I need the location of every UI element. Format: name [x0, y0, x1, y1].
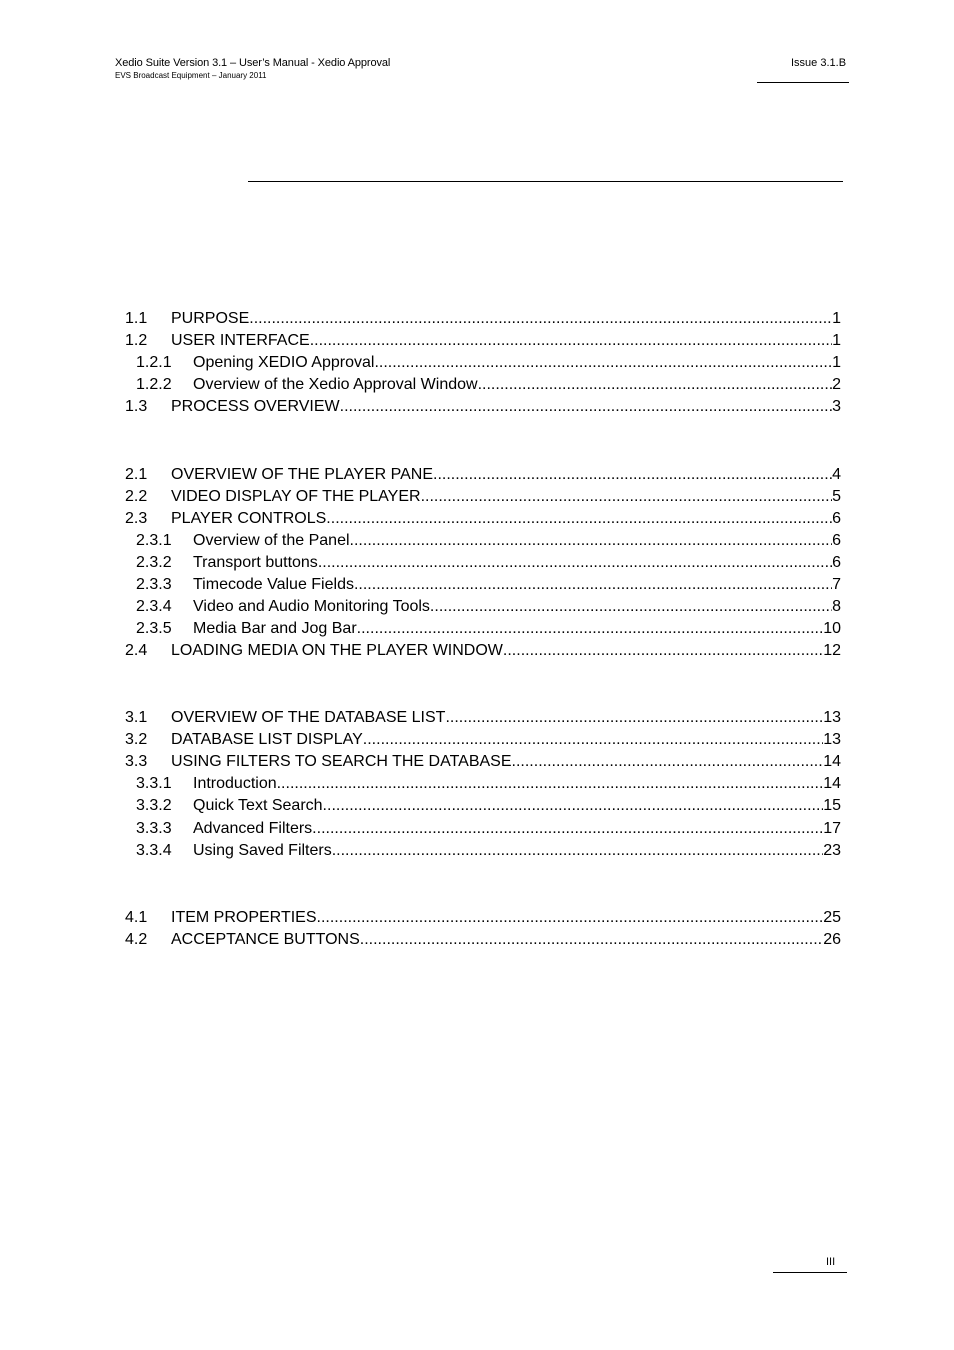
toc-entry-title: Transport buttons [193, 554, 318, 571]
toc-leader-dots [421, 486, 833, 508]
toc-entry-number: 3.1 [125, 709, 148, 726]
toc-entry-number: 2.3.3 [136, 576, 172, 593]
toc-leader-dots [478, 374, 833, 396]
toc-entry-number: 3.3.1 [136, 775, 172, 792]
toc-entry[interactable] [125, 330, 841, 352]
toc-entry[interactable] [125, 618, 841, 640]
toc-entry-page: 3 [832, 398, 841, 415]
toc-entry[interactable] [125, 795, 841, 817]
toc-entry-page: 13 [823, 709, 841, 726]
toc-entry[interactable] [125, 552, 841, 574]
toc-entry-title: USER INTERFACE [171, 332, 310, 349]
toc-entry-title: PROCESS OVERVIEW [171, 398, 340, 415]
toc-entry-number: 2.3 [125, 510, 148, 527]
toc-entry-number: 4.2 [125, 931, 148, 948]
toc-entry-title: Quick Text Search [193, 797, 323, 814]
toc-entry-page: 12 [823, 642, 841, 659]
toc-entry[interactable] [125, 929, 841, 951]
toc-leader-dots [357, 618, 824, 640]
toc-leader-dots [430, 596, 832, 618]
toc-entry[interactable] [125, 530, 841, 552]
toc-entry-title: VIDEO DISPLAY OF THE PLAYER [171, 488, 421, 505]
toc-entry-number: 2.2 [125, 488, 148, 505]
page-number: III [826, 1256, 836, 1268]
toc-entry-number: 3.3.2 [136, 797, 172, 814]
toc-leader-dots [332, 840, 823, 862]
toc-entry-number: 1.1 [125, 310, 148, 327]
toc-entry-number: 2.1 [125, 466, 148, 483]
toc-entry-number: 2.3.2 [136, 554, 172, 571]
toc-leader-dots [512, 751, 824, 773]
toc-entry-page: 15 [823, 797, 841, 814]
toc-leader-dots [277, 773, 824, 795]
toc-entry-page: 17 [823, 820, 841, 837]
toc-entry-number: 4.1 [125, 909, 148, 926]
toc-leader-dots [312, 818, 823, 840]
manual-subtitle: EVS Broadcast Equipment – January 2011 [115, 71, 267, 80]
toc-entry[interactable] [125, 818, 841, 840]
toc-entry-title: PURPOSE [171, 310, 250, 327]
toc-leader-dots [340, 396, 832, 418]
toc-entry-page: 23 [823, 842, 841, 859]
toc-entry-number: 2.3.1 [136, 532, 172, 549]
toc-entry-number: 2.3.4 [136, 598, 172, 615]
toc-entry-page: 1 [832, 332, 841, 349]
toc-entry[interactable] [125, 352, 841, 374]
toc-leader-dots [318, 552, 832, 574]
toc-entry-page: 6 [832, 532, 841, 549]
toc-entry-title: USING FILTERS TO SEARCH THE DATABASE [171, 753, 512, 770]
toc-entry-number: 1.2.2 [136, 376, 172, 393]
toc-entry-title: ACCEPTANCE BUTTONS [171, 931, 360, 948]
toc-entry-page: 14 [823, 753, 841, 770]
toc-entry[interactable] [125, 486, 841, 508]
toc-entry-title: OVERVIEW OF THE PLAYER PANE [171, 466, 433, 483]
toc-entry-number: 1.3 [125, 398, 148, 415]
manual-title: Xedio Suite Version 3.1 – User’s Manual - Xedio Approval [115, 57, 391, 69]
toc-entry-number: 1.2.1 [136, 354, 172, 371]
toc-leader-dots [360, 929, 823, 951]
issue-label: Issue 3.1.B [791, 57, 847, 69]
toc-entry-page: 14 [823, 775, 841, 792]
toc-entry-page: 4 [832, 466, 841, 483]
toc-entry-number: 2.4 [125, 642, 148, 659]
toc-leader-dots [249, 308, 832, 330]
toc-leader-dots [374, 352, 832, 374]
toc-entry[interactable] [125, 640, 841, 662]
toc-entry-page: 1 [832, 354, 841, 371]
toc-entry[interactable] [125, 396, 841, 418]
title-rule [248, 181, 843, 182]
toc-leader-dots [363, 729, 823, 751]
toc-entry[interactable] [125, 596, 841, 618]
toc-entry-title: Using Saved Filters [193, 842, 332, 859]
toc-leader-dots [350, 530, 833, 552]
toc-entry-page: 6 [832, 510, 841, 527]
toc-leader-dots [445, 707, 823, 729]
toc-leader-dots [317, 907, 824, 929]
toc-entry-title: Timecode Value Fields [193, 576, 354, 593]
toc-entry-number: 3.3.4 [136, 842, 172, 859]
toc-entry[interactable] [125, 574, 841, 596]
toc-entry-page: 5 [832, 488, 841, 505]
toc-entry-title: Media Bar and Jog Bar [193, 620, 357, 637]
toc-entry-number: 3.3 [125, 753, 148, 770]
toc-entry-title: DATABASE LIST DISPLAY [171, 731, 363, 748]
toc-entry-title: Advanced Filters [193, 820, 313, 837]
toc-entry[interactable] [125, 508, 841, 530]
toc-entry-page: 1 [832, 310, 841, 327]
toc-entry[interactable] [125, 751, 841, 773]
toc-entry[interactable] [125, 374, 841, 396]
toc-entry-page: 10 [823, 620, 841, 637]
toc-entry-title: ITEM PROPERTIES [171, 909, 317, 926]
toc-entry[interactable] [125, 464, 841, 486]
toc-leader-dots [503, 640, 823, 662]
toc-leader-dots [323, 795, 824, 817]
toc-entry[interactable] [125, 707, 841, 729]
toc-entry-page: 25 [823, 909, 841, 926]
toc-entry-title: Introduction [193, 775, 277, 792]
toc-entry-page: 8 [832, 598, 841, 615]
toc-entry-page: 26 [823, 931, 841, 948]
toc-entry-title: Overview of the Xedio Approval Window [193, 376, 478, 393]
toc-entry-page: 2 [832, 376, 841, 393]
toc-entry[interactable] [125, 773, 841, 795]
toc-entry-title: Overview of the Panel [193, 532, 350, 549]
toc-entry-number: 3.3.3 [136, 820, 172, 837]
toc-entry[interactable] [125, 907, 841, 929]
toc-leader-dots [326, 508, 832, 530]
toc-entry-page: 13 [823, 731, 841, 748]
toc-entry-title: Video and Audio Monitoring Tools [193, 598, 430, 615]
toc-entry-page: 6 [832, 554, 841, 571]
toc-entry-title: Opening XEDIO Approval [193, 354, 375, 371]
toc-leader-dots [433, 464, 832, 486]
toc-entry-page: 7 [832, 576, 841, 593]
header-rule [757, 82, 849, 83]
toc-entry[interactable] [125, 729, 841, 751]
toc-entry[interactable] [125, 840, 841, 862]
toc-leader-dots [354, 574, 832, 596]
toc-entry-number: 2.3.5 [136, 620, 172, 637]
toc-entry-number: 3.2 [125, 731, 148, 748]
toc-entry-title: LOADING MEDIA ON THE PLAYER WINDOW [171, 642, 503, 659]
toc-entry-title: PLAYER CONTROLS [171, 510, 327, 527]
footer-rule [773, 1272, 847, 1273]
toc-entry-title: OVERVIEW OF THE DATABASE LIST [171, 709, 446, 726]
toc-entry[interactable] [125, 308, 841, 330]
toc-leader-dots [310, 330, 832, 352]
toc-entry-number: 1.2 [125, 332, 148, 349]
